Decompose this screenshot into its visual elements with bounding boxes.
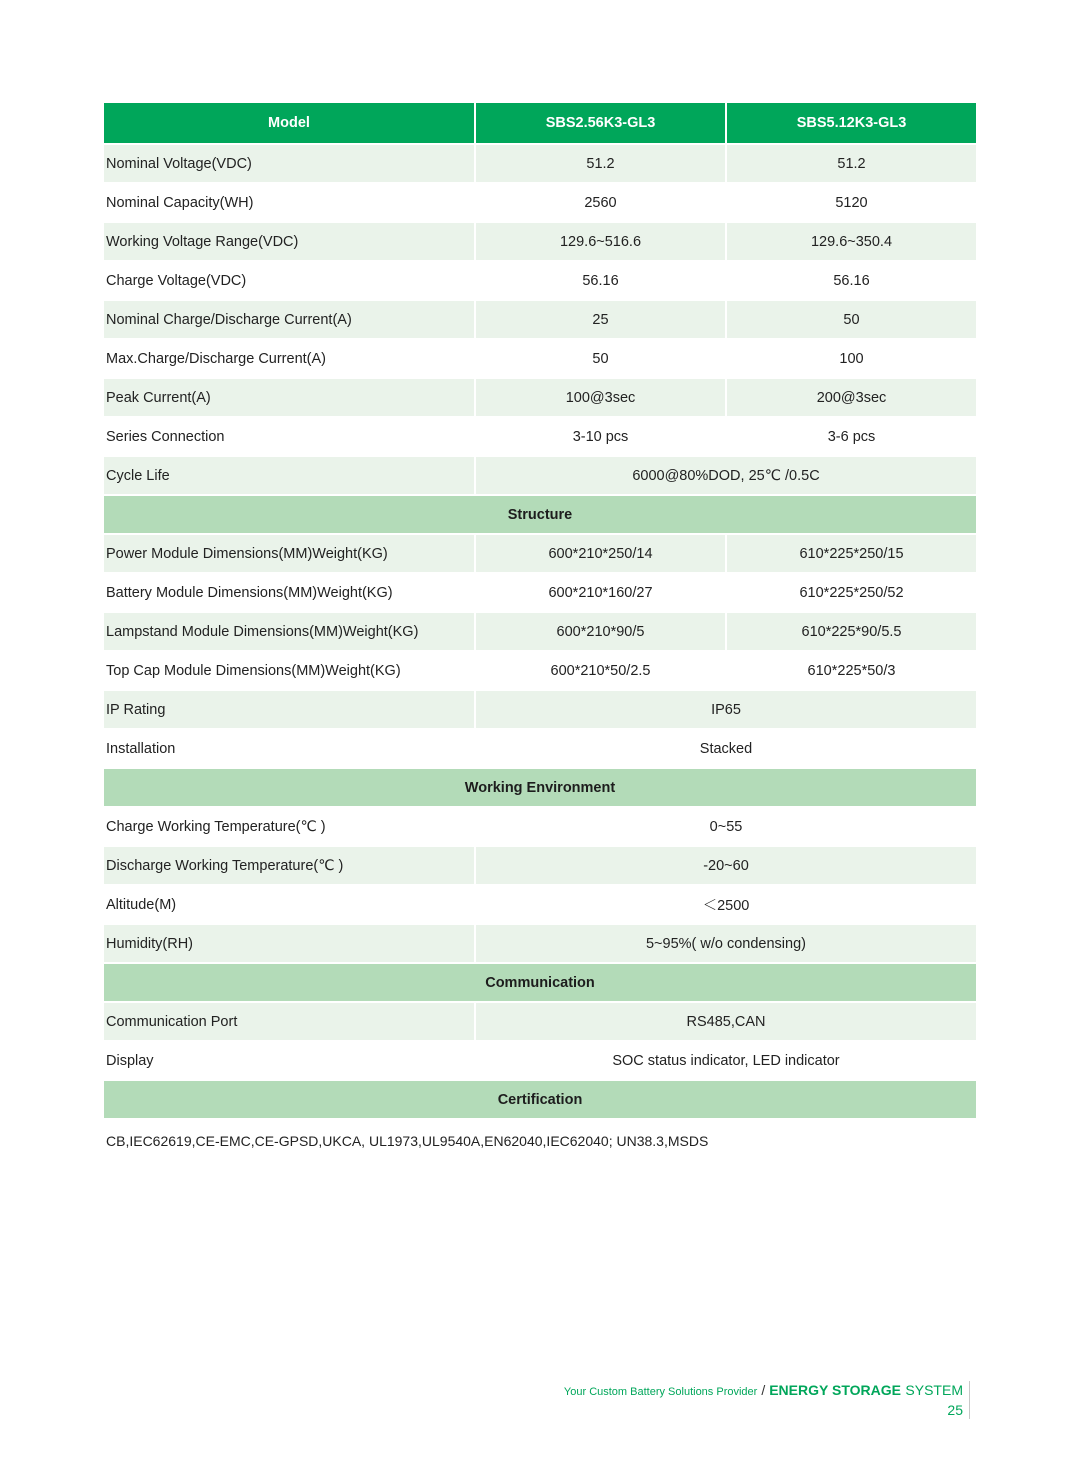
row-value-1: 25: [475, 300, 726, 339]
row-value-1: 100@3sec: [475, 378, 726, 417]
row-value-merged: -20~60: [475, 846, 976, 885]
row-value-2: 610*225*250/52: [726, 573, 976, 612]
footer-line: [564, 1381, 963, 1401]
row-label: Discharge Working Temperature(℃ ): [104, 846, 475, 885]
section-title-communication: Communication: [104, 963, 976, 1002]
row-value-1: 56.16: [475, 261, 726, 300]
model-2-header: SBS5.12K3-GL3: [726, 103, 976, 144]
row-label: Altitude(M): [104, 885, 475, 924]
row-label: Series Connection: [104, 417, 475, 456]
page-footer: [564, 1381, 970, 1419]
row-value-merged: ＜2500: [475, 885, 976, 924]
row-label: Nominal Charge/Discharge Current(A): [104, 300, 475, 339]
row-value-merged: SOC status indicator, LED indicator: [475, 1041, 976, 1080]
table-row: [104, 885, 976, 924]
row-value-2: 610*225*250/15: [726, 534, 976, 573]
section-header-row: [104, 1080, 976, 1119]
row-value-2: 51.2: [726, 144, 976, 183]
row-value-merged: Stacked: [475, 729, 976, 768]
row-value-1: 600*210*50/2.5: [475, 651, 726, 690]
row-label: Charge Working Temperature(℃ ): [104, 807, 475, 846]
spec-table: [104, 103, 976, 1164]
row-label: Nominal Capacity(WH): [104, 183, 475, 222]
row-label: Working Voltage Range(VDC): [104, 222, 475, 261]
table-header-row: [104, 103, 976, 144]
row-value-merged: IP65: [475, 690, 976, 729]
table-row: [104, 612, 976, 651]
row-value-2: 3-6 pcs: [726, 417, 976, 456]
row-value-1: 600*210*160/27: [475, 573, 726, 612]
row-value-merged: 0~55: [475, 807, 976, 846]
section-header-row: [104, 768, 976, 807]
row-value-2: 5120: [726, 183, 976, 222]
row-label: Max.Charge/Discharge Current(A): [104, 339, 475, 378]
section-title-certification: Certification: [104, 1080, 976, 1119]
row-value-1: 50: [475, 339, 726, 378]
row-value-1: 2560: [475, 183, 726, 222]
footer-brand-bold: ENERGY STORAGE: [769, 1382, 901, 1398]
table-row: [104, 573, 976, 612]
row-value-1: 129.6~516.6: [475, 222, 726, 261]
table-row: [104, 651, 976, 690]
model-header: Model: [104, 103, 475, 144]
table-row: [104, 534, 976, 573]
row-label: Peak Current(A): [104, 378, 475, 417]
row-value-merged: RS485,CAN: [475, 1002, 976, 1041]
section-header-row: [104, 963, 976, 1002]
row-label: Installation: [104, 729, 475, 768]
table-row: [104, 1041, 976, 1080]
row-value-2: 610*225*50/3: [726, 651, 976, 690]
table-row: [104, 183, 976, 222]
row-value-merged: 6000@80%DOD, 25℃ /0.5C: [475, 456, 976, 495]
table-row: [104, 846, 976, 885]
row-label: Display: [104, 1041, 475, 1080]
row-value-2: 100: [726, 339, 976, 378]
row-value-2: 200@3sec: [726, 378, 976, 417]
row-label: Top Cap Module Dimensions(MM)Weight(KG): [104, 651, 475, 690]
table-row: [104, 144, 976, 183]
table-row: [104, 1002, 976, 1041]
footer-tagline: Your Custom Battery Solutions Provider: [563, 1386, 758, 1398]
row-value-2: 56.16: [726, 261, 976, 300]
section-header-row: [104, 495, 976, 534]
table-row: [104, 456, 976, 495]
row-label: Communication Port: [104, 1002, 475, 1041]
table-row: [104, 807, 976, 846]
table-row: [104, 417, 976, 456]
row-label: Cycle Life: [104, 456, 475, 495]
section-title-structure: Structure: [104, 495, 976, 534]
row-value-merged: 5~95%( w/o condensing): [475, 924, 976, 963]
certification-text: CB,IEC62619,CE-EMC,CE-GPSD,UKCA, UL1973,UL9540A,EN62040,IEC62040; UN38.3,MSDS: [104, 1119, 976, 1163]
row-label: Battery Module Dimensions(MM)Weight(KG): [104, 573, 475, 612]
table-row: [104, 729, 976, 768]
footer-brand-light: SYSTEM: [905, 1382, 963, 1398]
row-value-1: 3-10 pcs: [475, 417, 726, 456]
table-row: [104, 261, 976, 300]
row-value-2: 610*225*90/5.5: [726, 612, 976, 651]
row-value-1: 600*210*250/14: [475, 534, 726, 573]
table-row: [104, 300, 976, 339]
row-label: Nominal Voltage(VDC): [104, 144, 475, 183]
certification-row: [104, 1119, 976, 1163]
table-row: [104, 378, 976, 417]
row-label: IP Rating: [104, 690, 475, 729]
model-1-header: SBS2.56K3-GL3: [475, 103, 726, 144]
row-value-2: 50: [726, 300, 976, 339]
table-row: [104, 339, 976, 378]
row-label: Humidity(RH): [104, 924, 475, 963]
page-number: 25: [947, 1402, 963, 1418]
table-row: [104, 690, 976, 729]
table-row: [104, 924, 976, 963]
footer-separator: /: [761, 1382, 766, 1398]
row-value-1: 600*210*90/5: [475, 612, 726, 651]
row-label: Power Module Dimensions(MM)Weight(KG): [104, 534, 475, 573]
table-row: [104, 222, 976, 261]
section-title-environment: Working Environment: [104, 768, 976, 807]
row-value-2: 129.6~350.4: [726, 222, 976, 261]
row-label: Charge Voltage(VDC): [104, 261, 475, 300]
row-label: Lampstand Module Dimensions(MM)Weight(KG): [104, 612, 475, 651]
row-value-1: 51.2: [475, 144, 726, 183]
